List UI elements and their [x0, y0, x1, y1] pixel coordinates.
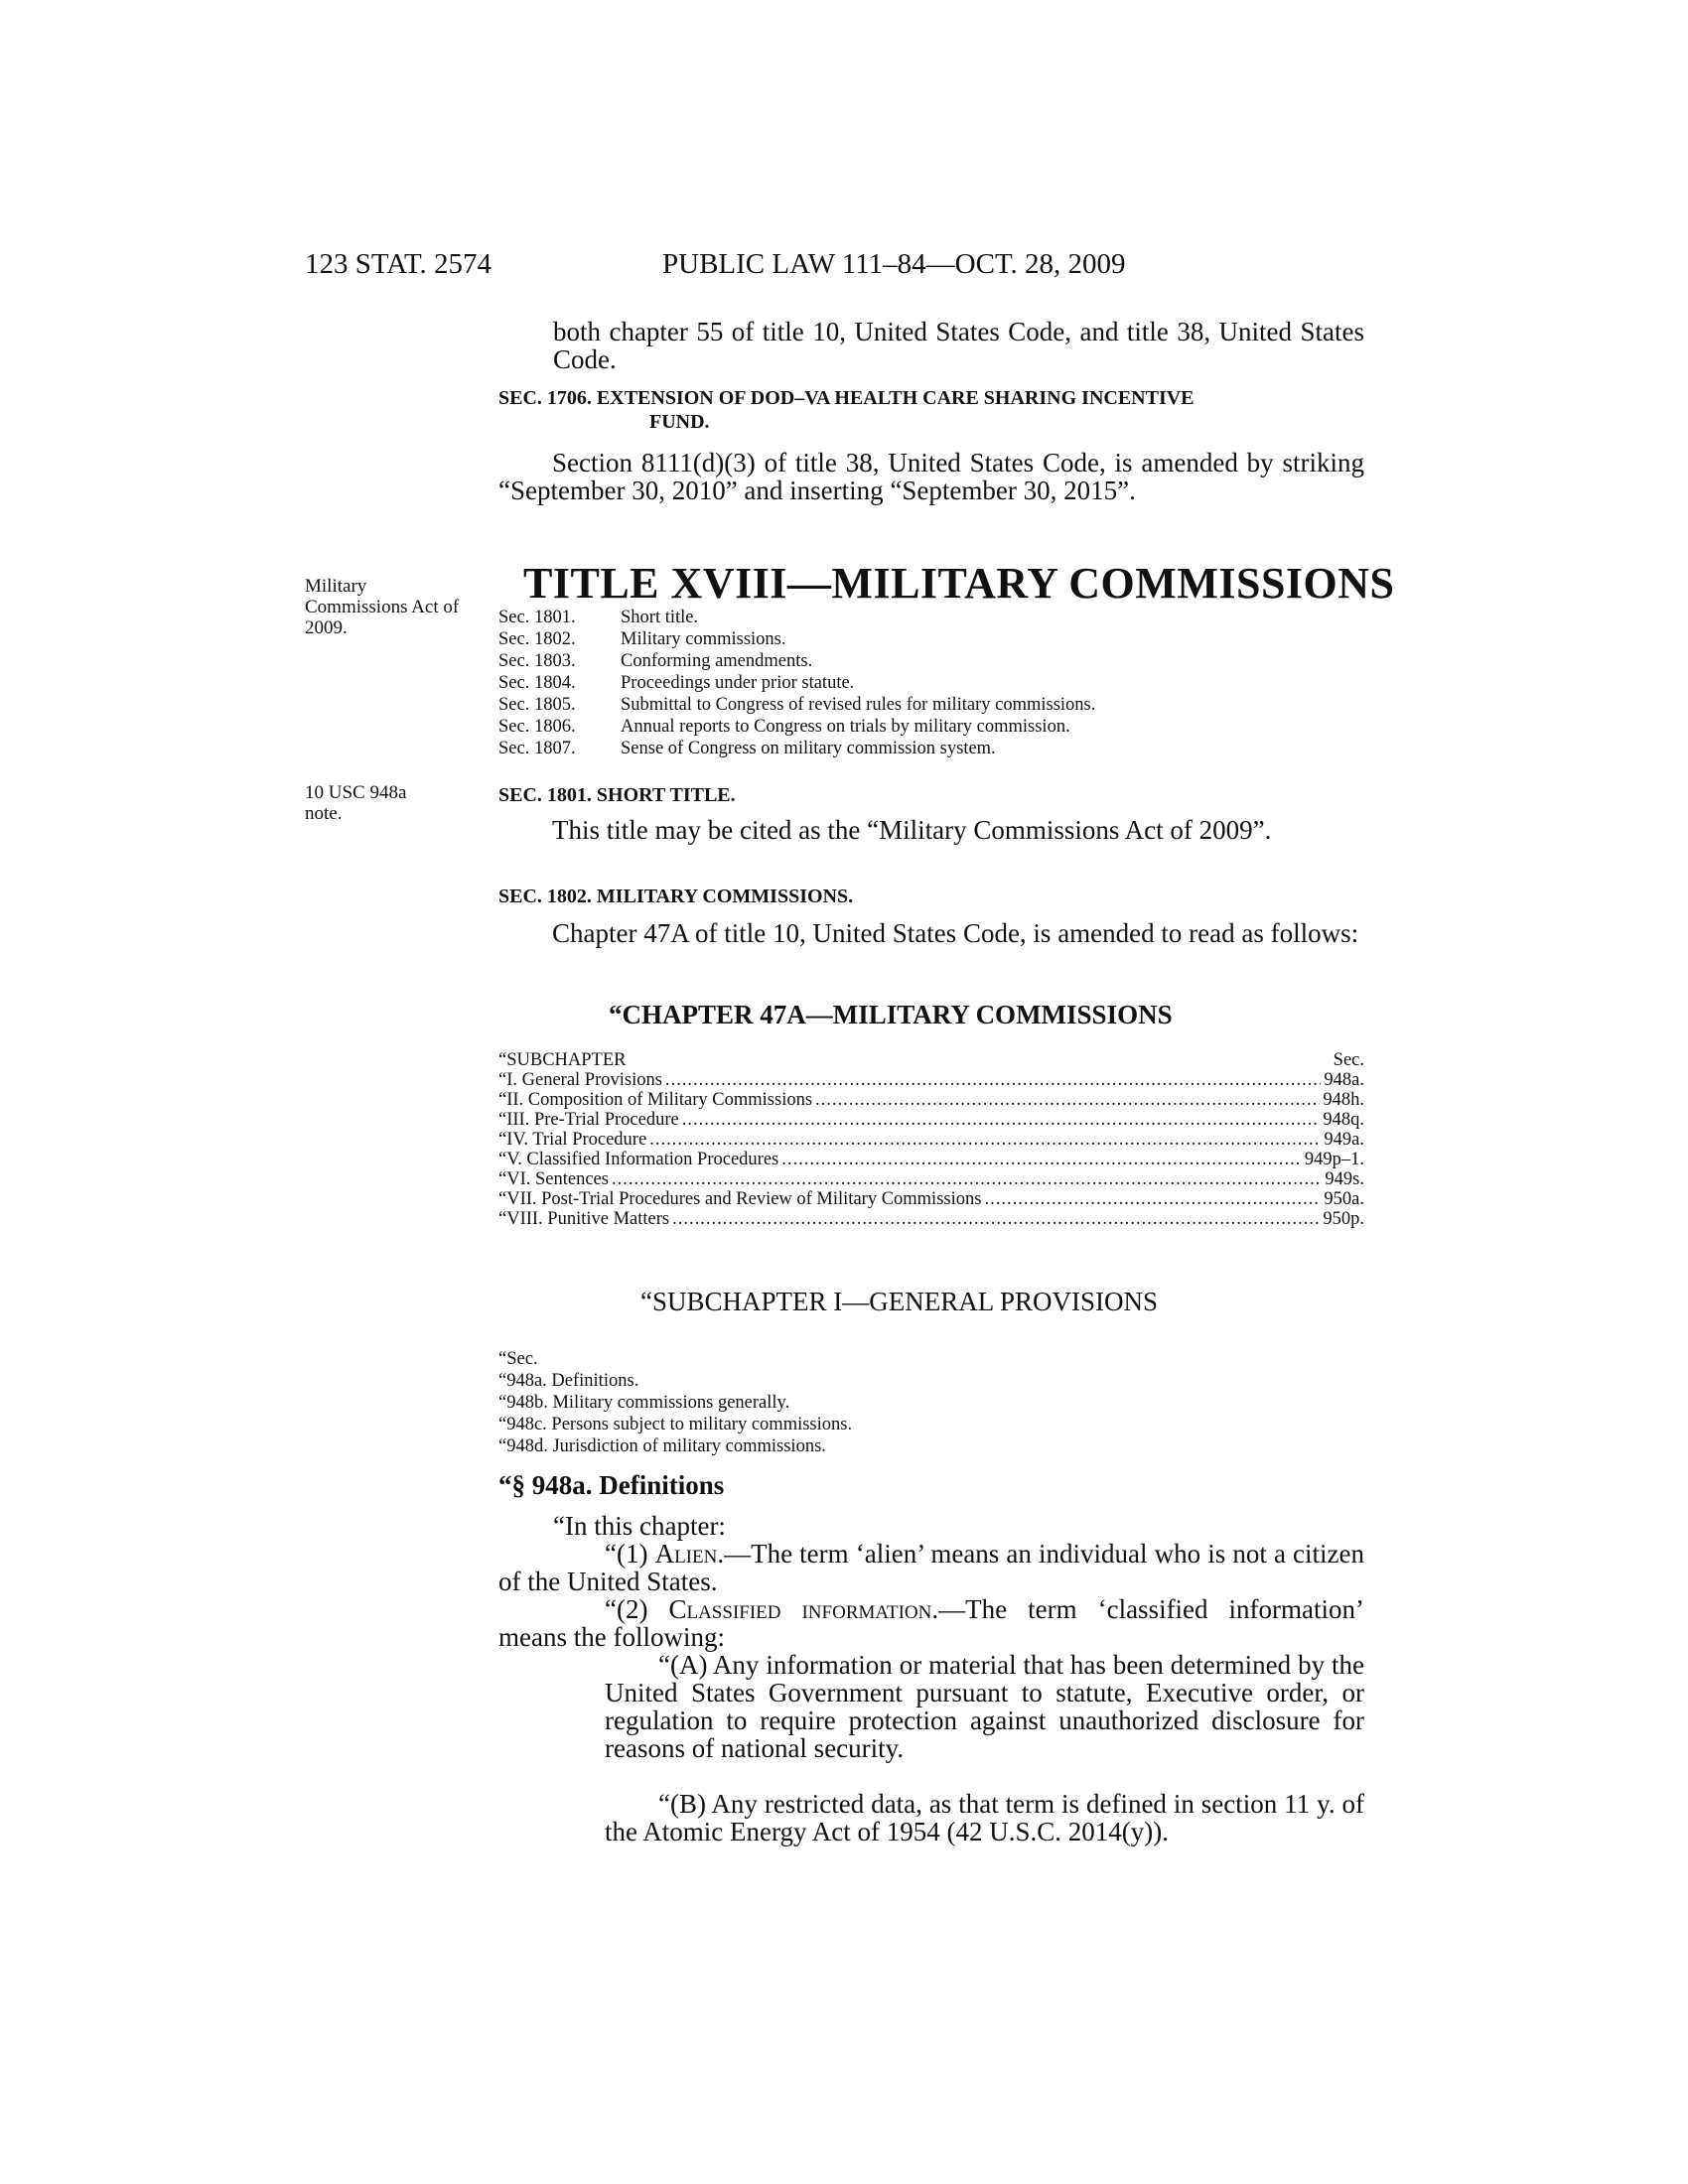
list-item: “948d. Jurisdiction of military commissions. [498, 1436, 826, 1456]
list-item: “948a. Definitions. [498, 1371, 639, 1391]
sec-1706-body: Section 8111(d)(3) of title 38, United States Code, is amended by striking “September 30, 2010” and inserting “September 30, 2015”. [498, 448, 1364, 505]
subchapter-section-list [498, 1348, 852, 1457]
sec-1706-heading-line1: SEC. 1706. EXTENSION OF DOD–VA HEALTH CARE SHARING INCENTIVE [498, 387, 1195, 409]
toc-row: Sec. 1802. Military commissions. [498, 629, 786, 649]
subchapter-row: “II. Composition of Military Commissions ..... 948h. [498, 1090, 1364, 1110]
toc-row: Sec. 1803. Conforming amendments. [498, 651, 813, 671]
definition-subparagraph-b: “(B) Any restricted data, as that term is defined in section 11 y. of the Atomic Energy Act of 1954 (42 U.S.C. 2014(y)). [605, 1789, 1364, 1846]
definition-alien: “(1) Alien.—The term ‘alien’ means an individual who is not a citizen of the United States. [498, 1539, 1364, 1596]
stat-citation: 123 STAT. 2574 [305, 248, 492, 280]
list-item: “948c. Persons subject to military commissions. [498, 1415, 853, 1434]
toc-row: Sec. 1805. Submittal to Congress of revised rules for military commissions. [498, 695, 1096, 715]
margin-note-usc: 10 USC 948a note. [305, 782, 407, 824]
toc-row: Sec. 1804. Proceedings under prior statute. [498, 673, 855, 693]
subchapter-heading: “SUBCHAPTER I—GENERAL PROVISIONS [640, 1287, 1159, 1316]
sec-1802-body: Chapter 47A of title 10, United States Code, is amended to read as follows: [552, 918, 1359, 948]
toc-row: Sec. 1807. Sense of Congress on military commission system. [498, 739, 996, 758]
subchapter-row: “I. General Provisions ..... 948a. [498, 1070, 1364, 1090]
list-item: “948b. Military commissions generally. [498, 1393, 790, 1413]
sec-1801-heading: SEC. 1801. SHORT TITLE. [498, 784, 736, 806]
margin-note-act: Military Commissions Act of 2009. [305, 576, 460, 638]
subchapter-row: “V. Classified Information Procedures ..... 949p–1. [498, 1150, 1364, 1169]
running-header: PUBLIC LAW 111–84—OCT. 28, 2009 [662, 248, 1126, 280]
subchapter-table-header: “SUBCHAPTER Sec. [498, 1050, 1364, 1070]
sec-1801-body: This title may be cited as the “Military Commissions Act of 2009”. [552, 815, 1272, 845]
chapter-heading: “CHAPTER 47A—MILITARY COMMISSIONS [609, 1000, 1173, 1029]
continued-paragraph: both chapter 55 of title 10, United States Code, and title 38, United States Code. [553, 317, 1364, 374]
title-table-of-contents [498, 607, 1372, 759]
sec-1706-heading [498, 386, 1195, 434]
subchapter-row: “VI. Sentences ..... 949s. [498, 1169, 1364, 1189]
sec-1802-heading: SEC. 1802. MILITARY COMMISSIONS. [498, 886, 854, 907]
subchapter-row: “VIII. Punitive Matters ..... 950p. [498, 1209, 1364, 1229]
subchapter-row: “IV. Trial Procedure ..... 949a. [498, 1130, 1364, 1150]
section-948a-intro: “In this chapter: [553, 1511, 726, 1541]
subchapter-row: “VII. Post-Trial Procedures and Review of Military Commissions ..... 950a. [498, 1189, 1364, 1209]
subchapter-table [498, 1050, 1364, 1229]
definition-classified-information: “(2) Classified information.—The term ‘classified information’ means the following: [498, 1594, 1365, 1652]
subchapter-row: “III. Pre-Trial Procedure ..... 948q. [498, 1110, 1364, 1130]
toc-row: Sec. 1801. Short title. [498, 608, 699, 627]
title-heading: TITLE XVIII—MILITARY COMMISSIONS [523, 559, 1395, 608]
toc-row: Sec. 1806. Annual reports to Congress on trials by military commission. [498, 717, 1070, 737]
definition-subparagraph-a: “(A) Any information or material that has been determined by the United States Government pursuant to statute, Executive order, or regulation to require protection against unauthorized disclosure for reasons of national security. [605, 1650, 1364, 1763]
sec-1706-heading-line2: FUND. [649, 411, 710, 433]
section-948a-heading: “§ 948a. Definitions [498, 1470, 725, 1500]
list-item: “Sec. [498, 1349, 538, 1369]
